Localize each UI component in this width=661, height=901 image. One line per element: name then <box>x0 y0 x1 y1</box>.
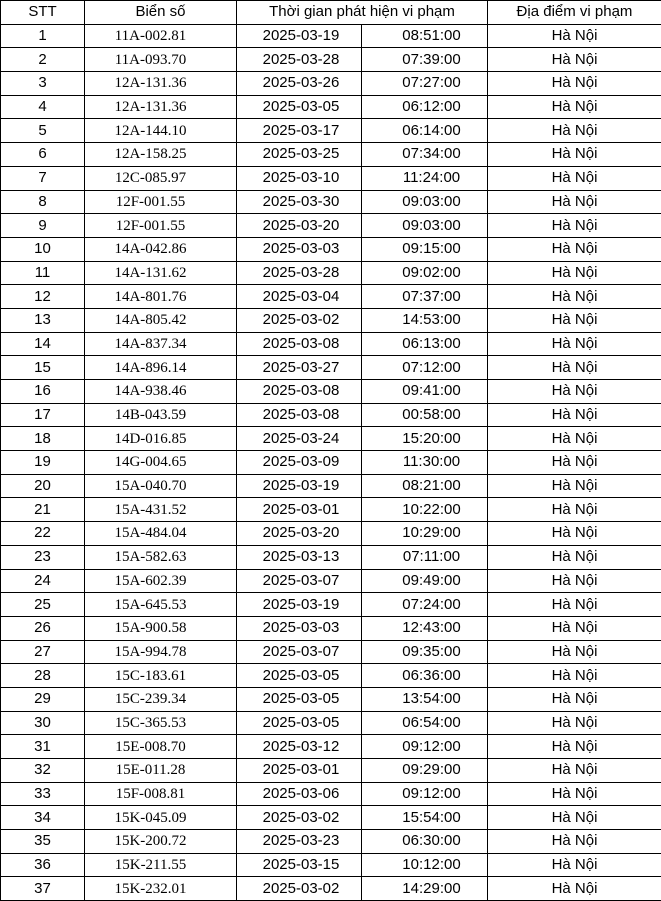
cell-date: 2025-03-20 <box>237 214 362 238</box>
cell-time: 06:54:00 <box>362 711 488 735</box>
cell-time: 11:30:00 <box>362 451 488 475</box>
cell-date: 2025-03-01 <box>237 759 362 783</box>
cell-plate: 12A-131.36 <box>85 72 237 96</box>
cell-date: 2025-03-24 <box>237 427 362 451</box>
cell-date: 2025-03-02 <box>237 877 362 901</box>
cell-plate: 14A-837.34 <box>85 332 237 356</box>
cell-time: 07:24:00 <box>362 593 488 617</box>
cell-date: 2025-03-15 <box>237 853 362 877</box>
cell-plate: 15E-011.28 <box>85 759 237 783</box>
cell-time: 07:34:00 <box>362 143 488 167</box>
cell-location: Hà Nội <box>488 569 661 593</box>
cell-date: 2025-03-07 <box>237 640 362 664</box>
table-row <box>1 735 661 759</box>
cell-plate: 15A-582.63 <box>85 545 237 569</box>
cell-location: Hà Nội <box>488 427 661 451</box>
cell-location: Hà Nội <box>488 285 661 309</box>
cell-location: Hà Nội <box>488 143 661 167</box>
cell-plate: 14D-016.85 <box>85 427 237 451</box>
table-row <box>1 830 661 854</box>
cell-stt: 28 <box>1 664 85 688</box>
cell-location: Hà Nội <box>488 830 661 854</box>
cell-stt: 7 <box>1 166 85 190</box>
cell-time: 09:29:00 <box>362 759 488 783</box>
table-row <box>1 166 661 190</box>
cell-time: 10:22:00 <box>362 498 488 522</box>
table-row <box>1 427 661 451</box>
table-row <box>1 48 661 72</box>
cell-date: 2025-03-01 <box>237 498 362 522</box>
cell-time: 07:12:00 <box>362 356 488 380</box>
cell-stt: 5 <box>1 119 85 143</box>
cell-location: Hà Nội <box>488 877 661 901</box>
cell-stt: 1 <box>1 24 85 48</box>
cell-plate: 15F-008.81 <box>85 782 237 806</box>
cell-plate: 14A-896.14 <box>85 356 237 380</box>
cell-stt: 20 <box>1 474 85 498</box>
cell-time: 15:20:00 <box>362 427 488 451</box>
cell-time: 11:24:00 <box>362 166 488 190</box>
cell-stt: 37 <box>1 877 85 901</box>
table-row <box>1 853 661 877</box>
table-row <box>1 711 661 735</box>
cell-location: Hà Nội <box>488 451 661 475</box>
cell-location: Hà Nội <box>488 308 661 332</box>
cell-stt: 25 <box>1 593 85 617</box>
cell-time: 13:54:00 <box>362 687 488 711</box>
cell-plate: 11A-002.81 <box>85 24 237 48</box>
header-plate: Biển số <box>85 1 237 25</box>
table-row <box>1 498 661 522</box>
cell-stt: 31 <box>1 735 85 759</box>
cell-location: Hà Nội <box>488 48 661 72</box>
table-body <box>1 24 661 900</box>
table-row <box>1 664 661 688</box>
cell-plate: 14A-805.42 <box>85 308 237 332</box>
table-row <box>1 24 661 48</box>
table-row <box>1 285 661 309</box>
cell-date: 2025-03-28 <box>237 48 362 72</box>
cell-location: Hà Nội <box>488 474 661 498</box>
cell-plate: 15A-040.70 <box>85 474 237 498</box>
cell-plate: 14A-938.46 <box>85 380 237 404</box>
cell-location: Hà Nội <box>488 640 661 664</box>
cell-date: 2025-03-02 <box>237 806 362 830</box>
cell-date: 2025-03-06 <box>237 782 362 806</box>
cell-date: 2025-03-03 <box>237 237 362 261</box>
cell-plate: 14A-801.76 <box>85 285 237 309</box>
cell-time: 15:54:00 <box>362 806 488 830</box>
cell-stt: 10 <box>1 237 85 261</box>
cell-date: 2025-03-19 <box>237 24 362 48</box>
cell-stt: 30 <box>1 711 85 735</box>
table-row <box>1 119 661 143</box>
cell-plate: 11A-093.70 <box>85 48 237 72</box>
cell-time: 07:39:00 <box>362 48 488 72</box>
table-row <box>1 640 661 664</box>
cell-time: 09:02:00 <box>362 261 488 285</box>
table-row <box>1 593 661 617</box>
table-row <box>1 451 661 475</box>
cell-location: Hà Nội <box>488 853 661 877</box>
table-row <box>1 261 661 285</box>
cell-plate: 15A-602.39 <box>85 569 237 593</box>
cell-location: Hà Nội <box>488 735 661 759</box>
cell-time: 14:29:00 <box>362 877 488 901</box>
cell-plate: 15C-239.34 <box>85 687 237 711</box>
cell-stt: 15 <box>1 356 85 380</box>
cell-plate: 15K-232.01 <box>85 877 237 901</box>
table-row <box>1 72 661 96</box>
cell-time: 14:53:00 <box>362 308 488 332</box>
cell-stt: 35 <box>1 830 85 854</box>
cell-location: Hà Nội <box>488 261 661 285</box>
cell-stt: 29 <box>1 687 85 711</box>
header-detection-time: Thời gian phát hiện vi phạm <box>237 1 488 25</box>
cell-time: 09:03:00 <box>362 214 488 238</box>
cell-date: 2025-03-07 <box>237 569 362 593</box>
table-row <box>1 356 661 380</box>
cell-stt: 32 <box>1 759 85 783</box>
cell-location: Hà Nội <box>488 711 661 735</box>
cell-location: Hà Nội <box>488 237 661 261</box>
cell-stt: 3 <box>1 72 85 96</box>
cell-time: 10:29:00 <box>362 522 488 546</box>
cell-stt: 14 <box>1 332 85 356</box>
cell-date: 2025-03-13 <box>237 545 362 569</box>
cell-time: 12:43:00 <box>362 616 488 640</box>
table-row <box>1 403 661 427</box>
cell-time: 06:36:00 <box>362 664 488 688</box>
cell-stt: 16 <box>1 380 85 404</box>
cell-time: 09:15:00 <box>362 237 488 261</box>
cell-plate: 15A-431.52 <box>85 498 237 522</box>
cell-date: 2025-03-08 <box>237 403 362 427</box>
cell-date: 2025-03-17 <box>237 119 362 143</box>
cell-time: 07:27:00 <box>362 72 488 96</box>
cell-location: Hà Nội <box>488 95 661 119</box>
table-row <box>1 545 661 569</box>
cell-date: 2025-03-30 <box>237 190 362 214</box>
table-row <box>1 95 661 119</box>
cell-location: Hà Nội <box>488 687 661 711</box>
cell-location: Hà Nội <box>488 214 661 238</box>
cell-date: 2025-03-02 <box>237 308 362 332</box>
cell-date: 2025-03-09 <box>237 451 362 475</box>
cell-stt: 13 <box>1 308 85 332</box>
cell-location: Hà Nội <box>488 119 661 143</box>
cell-plate: 15K-200.72 <box>85 830 237 854</box>
cell-stt: 21 <box>1 498 85 522</box>
cell-stt: 23 <box>1 545 85 569</box>
table-row <box>1 308 661 332</box>
cell-location: Hà Nội <box>488 332 661 356</box>
table-row <box>1 190 661 214</box>
cell-plate: 15K-045.09 <box>85 806 237 830</box>
table-row <box>1 687 661 711</box>
cell-plate: 14G-004.65 <box>85 451 237 475</box>
cell-time: 08:21:00 <box>362 474 488 498</box>
cell-time: 09:12:00 <box>362 782 488 806</box>
cell-stt: 12 <box>1 285 85 309</box>
cell-date: 2025-03-08 <box>237 332 362 356</box>
cell-stt: 4 <box>1 95 85 119</box>
cell-location: Hà Nội <box>488 782 661 806</box>
cell-plate: 15E-008.70 <box>85 735 237 759</box>
cell-location: Hà Nội <box>488 24 661 48</box>
cell-date: 2025-03-23 <box>237 830 362 854</box>
cell-time: 06:12:00 <box>362 95 488 119</box>
cell-date: 2025-03-27 <box>237 356 362 380</box>
cell-date: 2025-03-05 <box>237 687 362 711</box>
cell-stt: 22 <box>1 522 85 546</box>
cell-stt: 36 <box>1 853 85 877</box>
cell-location: Hà Nội <box>488 403 661 427</box>
cell-plate: 14B-043.59 <box>85 403 237 427</box>
cell-location: Hà Nội <box>488 806 661 830</box>
cell-plate: 15A-484.04 <box>85 522 237 546</box>
cell-plate: 15C-365.53 <box>85 711 237 735</box>
cell-date: 2025-03-25 <box>237 143 362 167</box>
cell-plate: 12A-131.36 <box>85 95 237 119</box>
cell-time: 09:12:00 <box>362 735 488 759</box>
cell-date: 2025-03-05 <box>237 95 362 119</box>
cell-date: 2025-03-19 <box>237 593 362 617</box>
cell-location: Hà Nội <box>488 380 661 404</box>
cell-date: 2025-03-10 <box>237 166 362 190</box>
cell-stt: 19 <box>1 451 85 475</box>
cell-location: Hà Nội <box>488 166 661 190</box>
cell-plate: 14A-131.62 <box>85 261 237 285</box>
cell-plate: 12A-144.10 <box>85 119 237 143</box>
table-row <box>1 806 661 830</box>
header-location: Địa điểm vi phạm <box>488 1 661 25</box>
cell-date: 2025-03-28 <box>237 261 362 285</box>
table-row <box>1 759 661 783</box>
cell-time: 07:11:00 <box>362 545 488 569</box>
cell-plate: 15K-211.55 <box>85 853 237 877</box>
header-stt: STT <box>1 1 85 25</box>
table-row <box>1 332 661 356</box>
cell-location: Hà Nội <box>488 356 661 380</box>
cell-date: 2025-03-05 <box>237 711 362 735</box>
table-row <box>1 237 661 261</box>
cell-stt: 6 <box>1 143 85 167</box>
cell-location: Hà Nội <box>488 616 661 640</box>
cell-location: Hà Nội <box>488 664 661 688</box>
table-row <box>1 474 661 498</box>
cell-date: 2025-03-03 <box>237 616 362 640</box>
cell-location: Hà Nội <box>488 498 661 522</box>
cell-time: 06:14:00 <box>362 119 488 143</box>
cell-time: 06:13:00 <box>362 332 488 356</box>
table-row <box>1 616 661 640</box>
cell-plate: 15A-645.53 <box>85 593 237 617</box>
cell-plate: 12F-001.55 <box>85 190 237 214</box>
cell-location: Hà Nội <box>488 545 661 569</box>
cell-stt: 8 <box>1 190 85 214</box>
cell-time: 09:49:00 <box>362 569 488 593</box>
cell-plate: 15A-900.58 <box>85 616 237 640</box>
cell-plate: 12C-085.97 <box>85 166 237 190</box>
table-row <box>1 782 661 806</box>
cell-stt: 9 <box>1 214 85 238</box>
cell-time: 08:51:00 <box>362 24 488 48</box>
cell-time: 00:58:00 <box>362 403 488 427</box>
header-row <box>1 1 661 25</box>
cell-time: 09:35:00 <box>362 640 488 664</box>
cell-date: 2025-03-26 <box>237 72 362 96</box>
cell-plate: 12A-158.25 <box>85 143 237 167</box>
cell-date: 2025-03-08 <box>237 380 362 404</box>
cell-location: Hà Nội <box>488 522 661 546</box>
cell-stt: 17 <box>1 403 85 427</box>
cell-plate: 12F-001.55 <box>85 214 237 238</box>
table-row <box>1 214 661 238</box>
cell-time: 10:12:00 <box>362 853 488 877</box>
cell-date: 2025-03-20 <box>237 522 362 546</box>
cell-plate: 14A-042.86 <box>85 237 237 261</box>
cell-date: 2025-03-05 <box>237 664 362 688</box>
cell-location: Hà Nội <box>488 190 661 214</box>
cell-stt: 34 <box>1 806 85 830</box>
cell-plate: 15A-994.78 <box>85 640 237 664</box>
cell-date: 2025-03-04 <box>237 285 362 309</box>
cell-stt: 24 <box>1 569 85 593</box>
table-row <box>1 877 661 901</box>
cell-time: 06:30:00 <box>362 830 488 854</box>
cell-stt: 2 <box>1 48 85 72</box>
cell-plate: 15C-183.61 <box>85 664 237 688</box>
cell-stt: 26 <box>1 616 85 640</box>
cell-stt: 33 <box>1 782 85 806</box>
cell-location: Hà Nội <box>488 72 661 96</box>
cell-time: 09:03:00 <box>362 190 488 214</box>
table-row <box>1 380 661 404</box>
cell-location: Hà Nội <box>488 759 661 783</box>
table-row <box>1 522 661 546</box>
cell-location: Hà Nội <box>488 593 661 617</box>
cell-time: 09:41:00 <box>362 380 488 404</box>
cell-time: 07:37:00 <box>362 285 488 309</box>
table-row <box>1 143 661 167</box>
cell-date: 2025-03-12 <box>237 735 362 759</box>
cell-date: 2025-03-19 <box>237 474 362 498</box>
cell-stt: 11 <box>1 261 85 285</box>
cell-stt: 27 <box>1 640 85 664</box>
cell-stt: 18 <box>1 427 85 451</box>
table-row <box>1 569 661 593</box>
